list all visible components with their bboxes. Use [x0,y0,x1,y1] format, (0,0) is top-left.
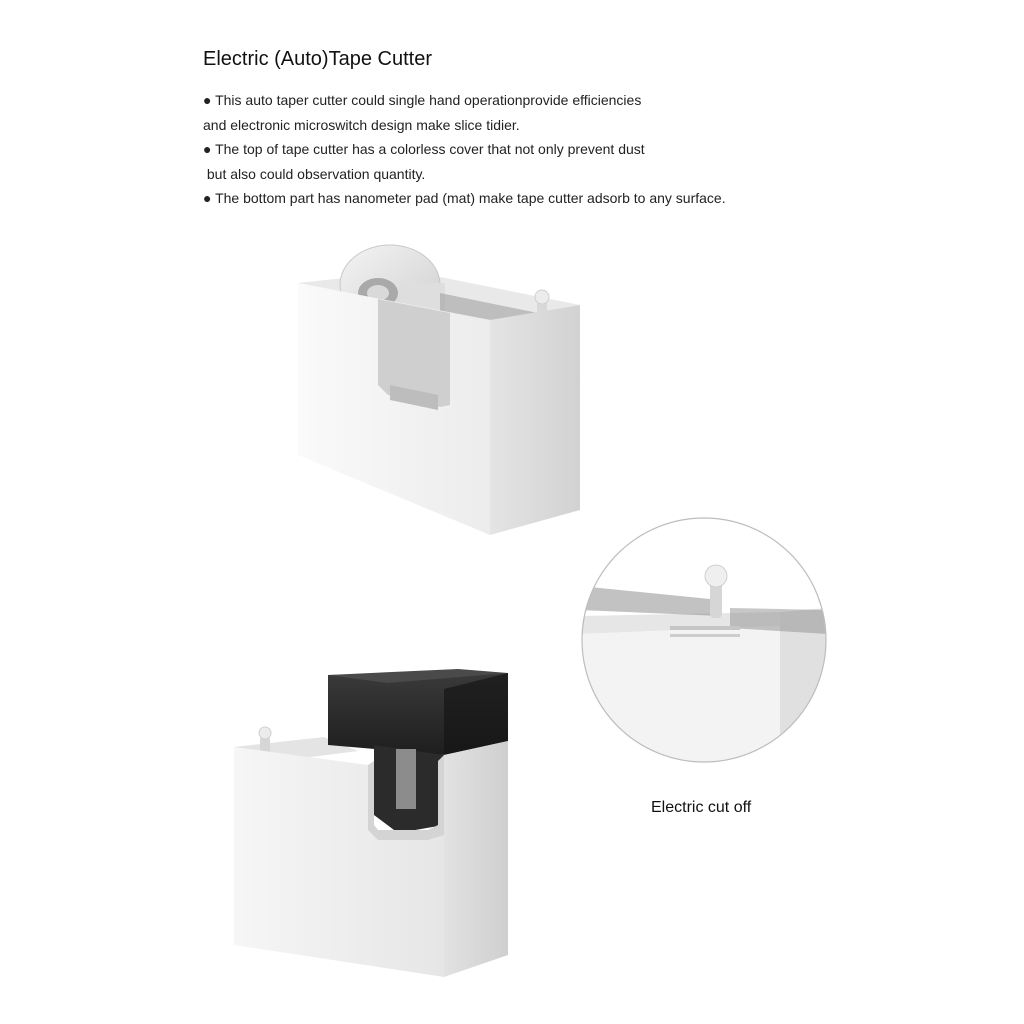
page-title: Electric (Auto)Tape Cutter [203,48,432,70]
tape-dispenser-with-cover-image [228,665,513,980]
cutter-detail-zoom-image [580,516,828,764]
description-line: ● The top of tape cutter has a colorless cover that not only prevent dust [203,141,645,157]
description-line: and electronic microswitch design make slice tidier. [203,116,520,133]
feature-description [203,88,726,211]
zoom-caption: Electric cut off [651,799,752,816]
description-line: ● The bottom part has nanometer pad (mat) make tape cutter adsorb to any surface. [203,190,726,206]
tape-dispenser-open-image [290,235,590,540]
description-line: but also could observation quantity. [203,165,426,182]
description-line: ● This auto taper cutter could single hand operationprovide efficiencies [203,92,642,108]
